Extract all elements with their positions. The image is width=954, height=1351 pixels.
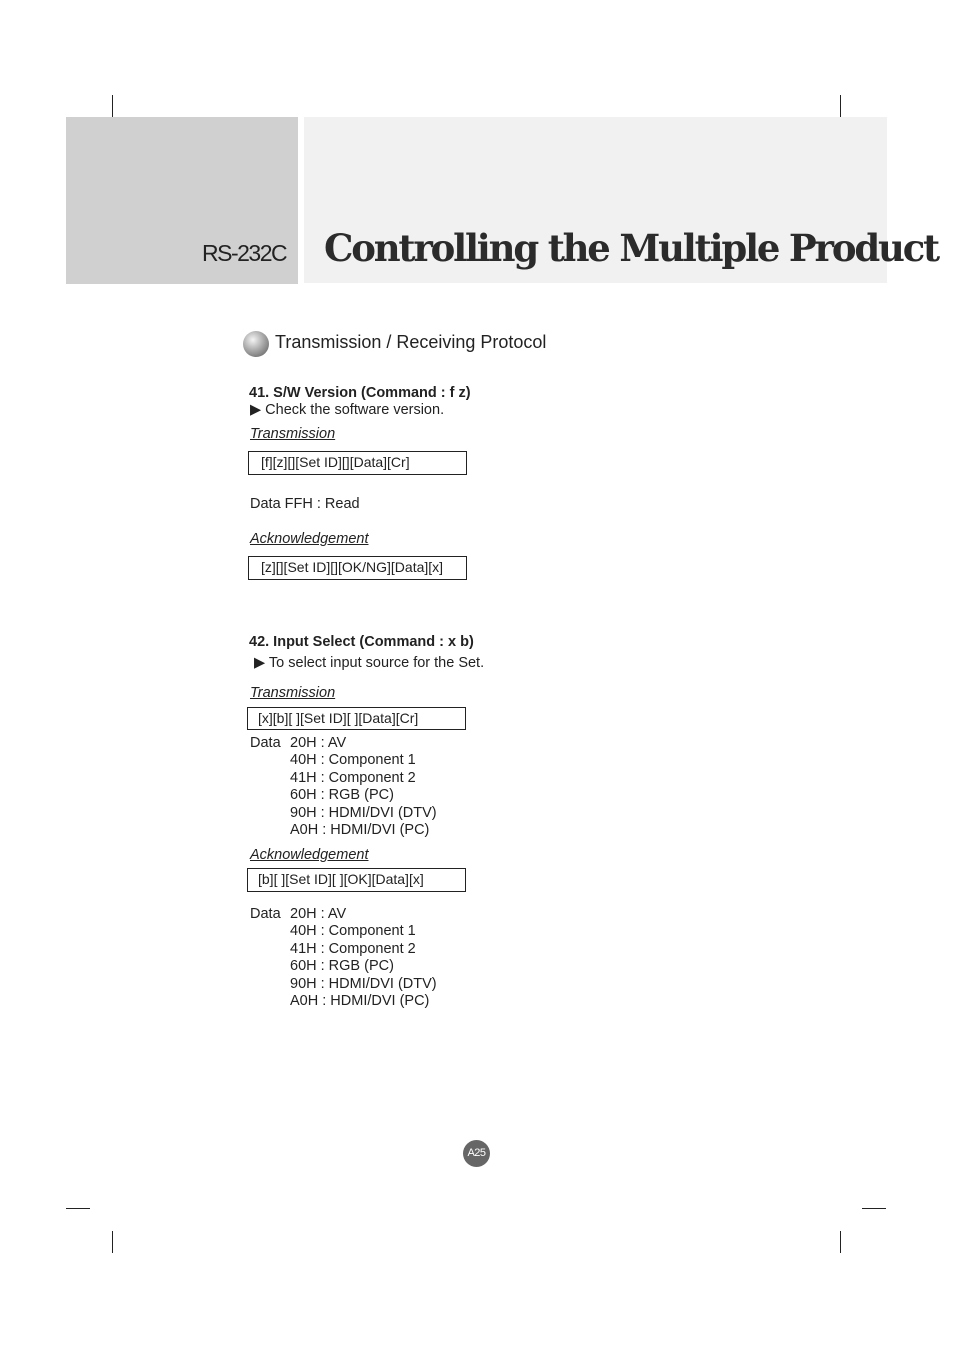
- command-42-ack-data-list: [250, 906, 437, 1010]
- data-value: 40H : Component 1: [290, 923, 416, 940]
- data-value: 60H : RGB (PC): [290, 958, 394, 975]
- crop-mark: [112, 95, 113, 117]
- command-41-ack-label: Acknowledgement: [250, 531, 369, 547]
- data-value: 20H : AV: [290, 906, 347, 922]
- command-41-transmission-code: [f][z][][Set ID][][Data][Cr]: [248, 451, 467, 475]
- data-value: 40H : Component 1: [290, 752, 416, 769]
- crop-mark: [862, 1208, 886, 1209]
- crop-mark: [66, 1208, 90, 1209]
- section-heading: Transmission / Receiving Protocol: [275, 332, 547, 352]
- command-42-transmission-label: Transmission: [250, 685, 336, 701]
- command-41-title: 41. S/W Version (Command : f z): [249, 385, 471, 401]
- data-value: 41H : Component 2: [290, 769, 416, 786]
- data-label: Data: [250, 906, 281, 922]
- command-42-title: 42. Input Select (Command : x b): [249, 634, 474, 650]
- page-title: Controlling the Multiple Product: [324, 226, 938, 270]
- command-41-data-note: Data FFH : Read: [250, 496, 360, 512]
- data-value: 20H : AV: [290, 735, 347, 751]
- data-value: A0H : HDMI/DVI (PC): [290, 822, 430, 839]
- crop-mark: [112, 1231, 113, 1253]
- command-42-ack-code: [b][ ][Set ID][ ][OK][Data][x]: [247, 868, 466, 892]
- command-41-ack-code: [z][][Set ID][][OK/NG][Data][x]: [248, 556, 467, 580]
- crop-mark: [840, 1231, 841, 1253]
- data-value: 41H : Component 2: [290, 940, 416, 957]
- command-42-ack-label: Acknowledgement: [250, 847, 369, 863]
- crop-mark: [840, 95, 841, 117]
- command-42-data-list: [250, 735, 437, 839]
- bullet-ball-icon: [243, 331, 269, 357]
- data-value: 90H : HDMI/DVI (DTV): [290, 804, 437, 821]
- command-41-transmission-label: Transmission: [250, 426, 336, 442]
- section-label: RS-232C: [202, 240, 287, 266]
- page-number: A25: [463, 1140, 490, 1167]
- data-label: Data: [250, 735, 281, 751]
- data-value: 90H : HDMI/DVI (DTV): [290, 975, 437, 992]
- data-value: 60H : RGB (PC): [290, 787, 394, 804]
- command-42-transmission-code: [x][b][ ][Set ID][ ][Data][Cr]: [247, 707, 466, 730]
- command-41-description: ▶ Check the software version.: [250, 402, 445, 418]
- command-42-description: ▶ To select input source for the Set.: [254, 655, 485, 671]
- data-value: A0H : HDMI/DVI (PC): [290, 993, 430, 1010]
